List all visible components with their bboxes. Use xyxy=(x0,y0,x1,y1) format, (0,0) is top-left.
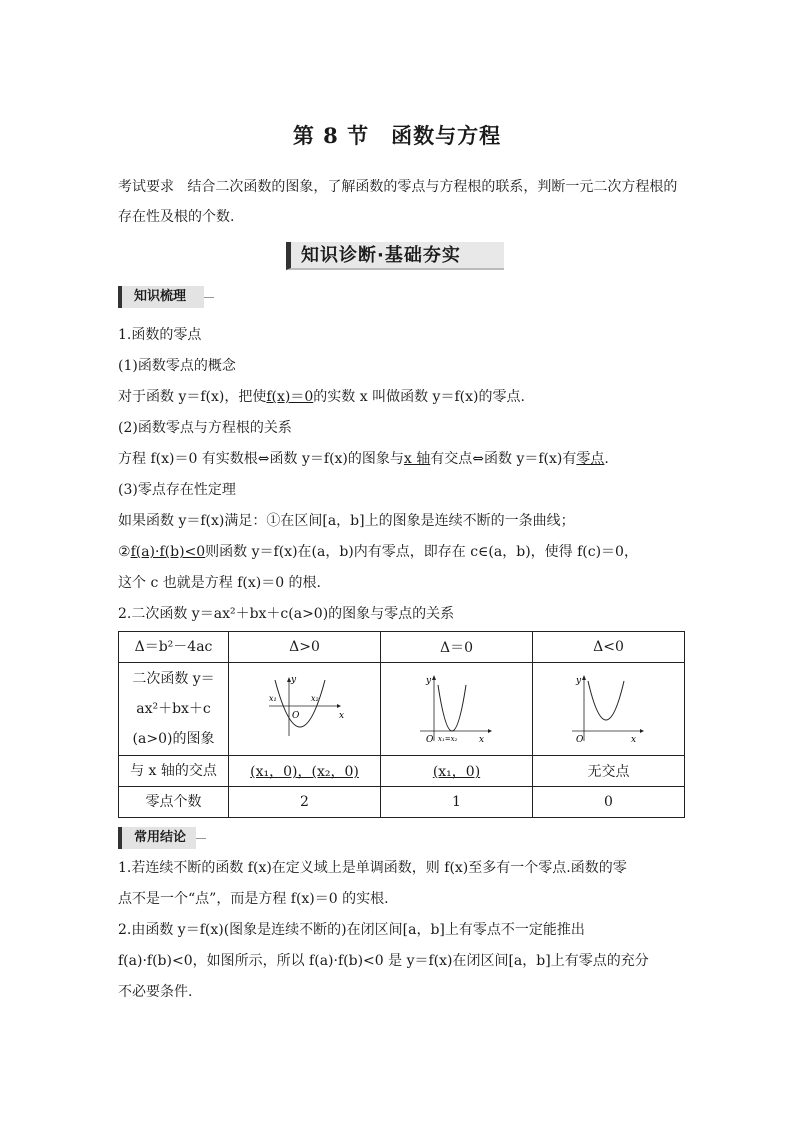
intersections-two: (x₁，0)，(x₂，0) xyxy=(250,764,359,780)
p1-3-title: (3)零点存在性定理 xyxy=(118,482,236,498)
knowledge-tag: 知识梳理 xyxy=(118,286,204,308)
table-cell: Δ>0 xyxy=(229,632,381,663)
table-row xyxy=(119,632,685,663)
table-cell: Δ＝b²－4ac xyxy=(119,632,229,663)
p1-3-l2-post: 则函数 y＝f(x)在(a，b)内有零点，即存在 c∈(a，b)，使得 f(c)＝0， xyxy=(205,544,638,560)
x1-label: x₁ xyxy=(268,694,277,703)
table-cell: 零点个数 xyxy=(119,787,229,818)
x-axis-label: x xyxy=(631,735,637,745)
origin-label: O xyxy=(576,735,584,745)
quadratic-table xyxy=(118,631,685,818)
p1-1-post: 的实数 x 叫做函数 y＝f(x)的零点. xyxy=(313,389,525,405)
graph-row-label-2: ax²＋bx＋c xyxy=(136,701,211,717)
c1-line1: 1.若连续不断的函数 f(x)在定义域上是单调函数，则 f(x)至多有一个零点.函数的零 xyxy=(118,860,627,876)
table-cell: 与 x 轴的交点 xyxy=(119,756,229,787)
p1-2-title: (2)函数零点与方程根的关系 xyxy=(118,420,292,436)
table-cell xyxy=(381,756,533,787)
y-axis-label: y xyxy=(426,676,432,686)
tag-line xyxy=(204,297,214,298)
x-axis-label: x xyxy=(479,735,485,745)
table-cell: 1 xyxy=(381,787,533,818)
table-cell: Δ<0 xyxy=(532,632,684,663)
parabola-one-root-graph xyxy=(416,673,496,745)
p1-3-l2-pre: ② xyxy=(118,544,131,560)
p1-2-a: 方程 f(x)＝0 有实数根⇔函数 y＝f(x)的图象与 xyxy=(118,451,404,467)
requirement-text: 结合二次函数的图象，了解函数的零点与方程根的联系，判断一元二次方程根的存在性及根的个数. xyxy=(118,179,678,225)
y-axis-label: y xyxy=(576,676,582,686)
x-axis-label: x xyxy=(338,711,344,721)
y-axis-label: y xyxy=(290,675,296,685)
p2-title: 2.二次函数 y＝ax²＋bx＋c(a>0)的图象与零点的关系 xyxy=(118,606,455,622)
x1-equals-x2-label: x₁=x₂ xyxy=(438,735,458,743)
p1-2-underline-1: x 轴 xyxy=(403,451,431,467)
p1-3-l2-underline: f(a)·f(b)<0 xyxy=(130,544,206,560)
tag-line xyxy=(196,838,206,839)
c2-line2: f(a)·f(b)<0，如图所示，所以 f(a)·f(b)<0 是 y＝f(x)在闭区间[a，b]上有零点的充分 xyxy=(118,953,649,969)
graph-no-root xyxy=(532,663,684,756)
c2-line3: 不必要条件. xyxy=(118,984,193,1000)
c1-line2: 点不是一个“点”，而是方程 f(x)＝0 的实根. xyxy=(118,891,389,907)
graph-one-root xyxy=(381,663,533,756)
p1-1-title: (1)函数零点的概念 xyxy=(118,358,236,374)
parabola-two-roots-graph xyxy=(265,674,345,744)
intersections-one: (x₁，0) xyxy=(432,764,481,780)
requirement-label: 考试要求 xyxy=(118,179,174,195)
p1-1-pre: 对于函数 y＝f(x)，把使 xyxy=(118,389,267,405)
x2-label: x₂ xyxy=(310,694,319,703)
p1-3-line3: 这个 c 也就是方程 f(x)＝0 的根. xyxy=(118,575,321,591)
p1-2-text xyxy=(118,444,686,474)
p1-2-b: 有交点⇔函数 y＝f(x)有 xyxy=(430,451,577,467)
graph-row-label-1: 二次函数 y＝ xyxy=(132,671,215,687)
section-banner: 知识诊断·基础夯实 xyxy=(286,242,504,270)
table-cell xyxy=(119,663,229,756)
table-row xyxy=(119,787,685,818)
graph-row-label-3: (a>0)的图象 xyxy=(132,731,215,747)
table-row xyxy=(119,756,685,787)
exam-requirement xyxy=(118,172,686,232)
table-cell: 2 xyxy=(229,787,381,818)
graph-two-roots xyxy=(229,663,381,756)
p1-1-text xyxy=(118,382,686,412)
page-title: 第 8 节 函数与方程 xyxy=(292,123,502,148)
p1-2-underline-2: 零点 xyxy=(576,451,605,467)
p1-title: 1.函数的零点 xyxy=(118,327,202,343)
table-cell: 0 xyxy=(532,787,684,818)
origin-label: O xyxy=(291,711,299,721)
c2-line1: 2.由函数 y＝f(x)(图象是连续不断的)在闭区间[a，b]上有零点不一定能推出 xyxy=(118,922,585,938)
parabola-no-root-graph xyxy=(568,673,648,745)
table-cell xyxy=(229,756,381,787)
p1-1-underline: f(x)＝0 xyxy=(266,389,314,405)
p1-3-line1: 如果函数 y＝f(x)满足：①在区间[a，b]上的图象是连续不断的一条曲线； xyxy=(118,513,575,529)
table-row xyxy=(119,663,685,756)
origin-label: O xyxy=(426,735,434,745)
table-cell: Δ＝0 xyxy=(381,632,533,663)
table-cell: 无交点 xyxy=(532,756,684,787)
p1-3-line2 xyxy=(118,537,686,567)
common-conclusions-tag: 常用结论 xyxy=(118,827,196,849)
p1-2-c: . xyxy=(604,451,609,467)
